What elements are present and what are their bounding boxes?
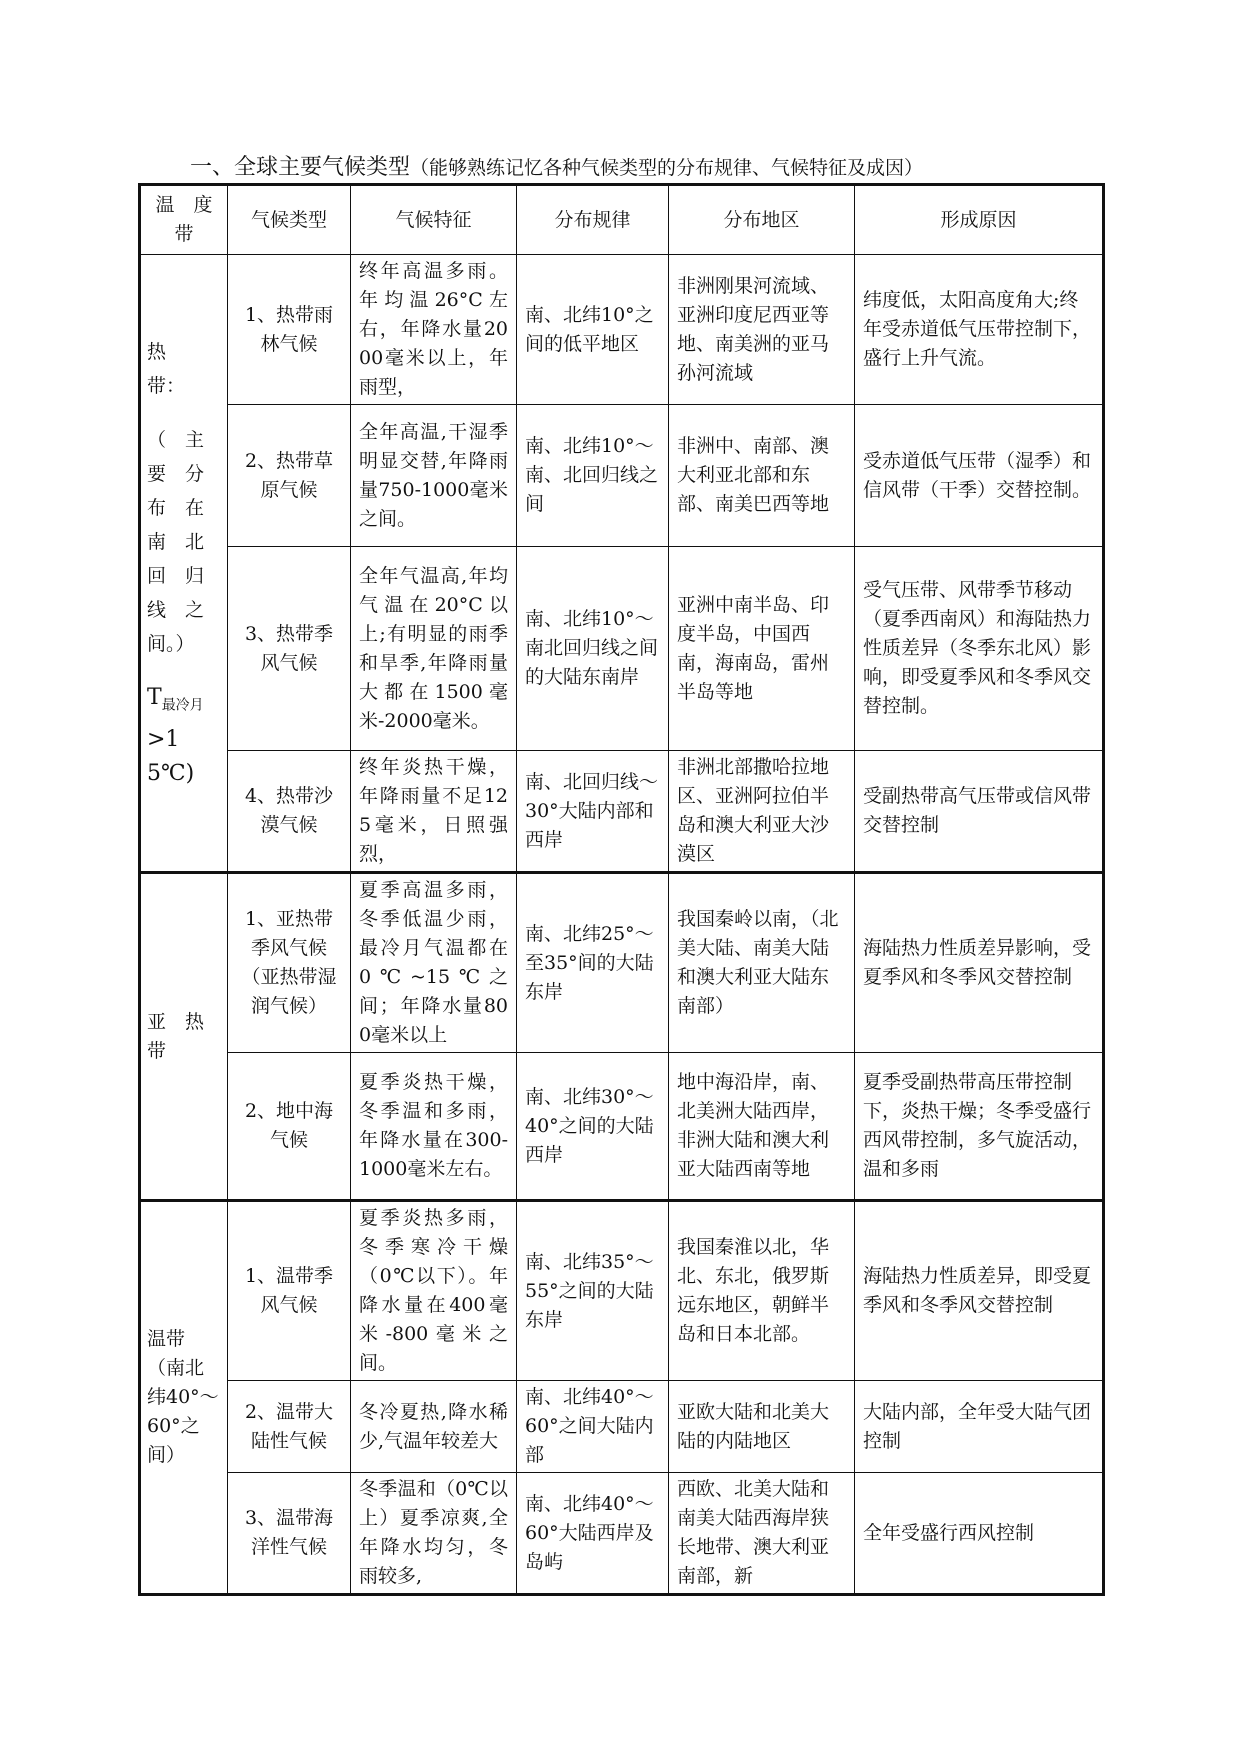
climate-type: 3、温带海洋性气候 [228, 1473, 351, 1595]
formation-cause: 受气压带、风带季节移动（夏季西南风）和海陆热力性质差异（冬季东北风）影响，即受夏季风和冬季风交替控制。 [855, 547, 1104, 751]
climate-feature: 终年炎热干燥，年降雨量不足125毫米，日照强烈， [351, 751, 517, 873]
table-row [140, 873, 1104, 1053]
distribution-region: 非洲中、南部、澳大利亚北部和东部、南美巴西等地 [669, 405, 855, 547]
distribution-rule: 南、北纬10°之间的低平地区 [517, 255, 669, 405]
climate-feature: 全年气温高,年均气温在20°C以上;有明显的雨季和旱季,年降雨量大都在1500毫米-2000毫米。 [351, 547, 517, 751]
zone-name: 热 带： [147, 341, 186, 398]
formation-cause: 受副热带高气压带或信风带交替控制 [855, 751, 1104, 873]
zone-cell-temperate: 温带（南北纬40°～60°之间） [140, 1201, 228, 1595]
table-row [140, 405, 1104, 547]
header-type: 气候类型 [228, 185, 351, 255]
climate-feature: 夏季高温多雨，冬季低温少雨，最冷月气温都在0℃~15℃之间；年降水量800毫米以上 [351, 873, 517, 1053]
table-row [140, 1473, 1104, 1595]
formation-cause: 海陆热力性质差异影响，受夏季风和冬季风交替控制 [855, 873, 1104, 1053]
header-cause: 形成原因 [855, 185, 1104, 255]
temp-value: >15℃) [147, 726, 195, 786]
climate-type: 3、热带季风气候 [228, 547, 351, 751]
distribution-region: 亚洲中南半岛、印度半岛，中国西南，海南岛，雷州半岛等地 [669, 547, 855, 751]
distribution-rule: 南、北纬10°～南北回归线之间的大陆东南岸 [517, 547, 669, 751]
table-row [140, 1201, 1104, 1381]
climate-type: 1、热带雨林气候 [228, 255, 351, 405]
distribution-region: 我国秦岭以南，（北美大陆、南美大陆和澳大利亚大陆东南部） [669, 873, 855, 1053]
header-zone: 温 度带 [140, 185, 228, 255]
formation-cause: 纬度低，太阳高度角大;终年受赤道低气压带控制下，盛行上升气流。 [855, 255, 1104, 405]
table-row [140, 1381, 1104, 1473]
table-row [140, 255, 1104, 405]
distribution-rule: 南、北纬40°～60°大陆西岸及岛屿 [517, 1473, 669, 1595]
distribution-rule: 南、北纬10°～南、北回归线之间 [517, 405, 669, 547]
climate-type: 2、温带大陆性气候 [228, 1381, 351, 1473]
distribution-rule: 南、北纬40°～60°之间大陆内部 [517, 1381, 669, 1473]
distribution-rule: 南、北回归线～30°大陆内部和西岸 [517, 751, 669, 873]
table-row [140, 547, 1104, 751]
distribution-region: 非洲刚果河流域、亚洲印度尼西亚等地、南美洲的亚马孙河流域 [669, 255, 855, 405]
distribution-region: 亚欧大陆和北美大陆的内陆地区 [669, 1381, 855, 1473]
formation-cause: 夏季受副热带高压带控制下，炎热干燥；冬季受盛行西风带控制，多气旋活动，温和多雨 [855, 1053, 1104, 1201]
climate-type: 2、地中海气候 [228, 1053, 351, 1201]
header-feature: 气候特征 [351, 185, 517, 255]
formation-cause: 全年受盛行西风控制 [855, 1473, 1104, 1595]
zone-cell-subtropical: 亚 热带 [140, 873, 228, 1201]
page-title [190, 150, 923, 181]
distribution-rule: 南、北纬30°～40°之间的大陆西岸 [517, 1053, 669, 1201]
distribution-rule: 南、北纬25°～至35°间的大陆东岸 [517, 873, 669, 1053]
climate-feature: 夏季炎热干燥，冬季温和多雨，年降水量在300-1000毫米左右。 [351, 1053, 517, 1201]
temp-prefix: T [147, 685, 162, 711]
table-row [140, 1053, 1104, 1201]
distribution-region: 地中海沿岸，南、北美洲大陆西岸，非洲大陆和澳大利亚大陆西南等地 [669, 1053, 855, 1201]
climate-feature: 终年高温多雨。年均温26°C左右，年降水量2000毫米以上，年雨型， [351, 255, 517, 405]
distribution-rule: 南、北纬35°～55°之间的大陆东岸 [517, 1201, 669, 1381]
formation-cause: 受赤道低气压带（湿季）和信风带（干季）交替控制。 [855, 405, 1104, 547]
zone-note: （ 主要 分布 在南 北回 归线 之间。） [147, 429, 205, 656]
climate-table [138, 183, 1105, 1596]
zone-cell-tropical [140, 255, 228, 873]
climate-type: 1、温带季风气候 [228, 1201, 351, 1381]
climate-type: 2、热带草原气候 [228, 405, 351, 547]
distribution-region: 西欧、北美大陆和南美大陆西海岸狭长地带、澳大利亚南部，新 [669, 1473, 855, 1595]
climate-type: 1、亚热带季风气候（亚热带湿润气候） [228, 873, 351, 1053]
climate-feature: 夏季炎热多雨，冬季寒冷干燥（0℃以下）。年降水量在400毫米-800毫米之间。 [351, 1201, 517, 1381]
table-row [140, 751, 1104, 873]
climate-feature: 冬季温和（0℃以上）夏季凉爽,全年降水均匀，冬雨较多, [351, 1473, 517, 1595]
distribution-region: 非洲北部撒哈拉地区、亚洲阿拉伯半岛和澳大利亚大沙漠区 [669, 751, 855, 873]
table-header-row [140, 185, 1104, 255]
title-main: 一、全球主要气候类型 [190, 155, 411, 180]
title-subtitle: （能够熟练记忆各种气候类型的分布规律、气候特征及成因） [410, 157, 924, 179]
climate-feature: 冬冷夏热,降水稀少,气温年较差大 [351, 1381, 517, 1473]
formation-cause: 大陆内部，全年受大陆气团控制 [855, 1381, 1104, 1473]
climate-feature: 全年高温,干湿季明显交替,年降雨量750-1000毫米之间。 [351, 405, 517, 547]
formation-cause: 海陆热力性质差异，即受夏季风和冬季风交替控制 [855, 1201, 1104, 1381]
temp-sub: 最冷月 [161, 697, 204, 714]
climate-type: 4、热带沙漠气候 [228, 751, 351, 873]
distribution-region: 我国秦淮以北，华北、东北，俄罗斯远东地区，朝鲜半岛和日本北部。 [669, 1201, 855, 1381]
header-rule: 分布规律 [517, 185, 669, 255]
zone-temp [147, 681, 221, 790]
header-region: 分布地区 [669, 185, 855, 255]
